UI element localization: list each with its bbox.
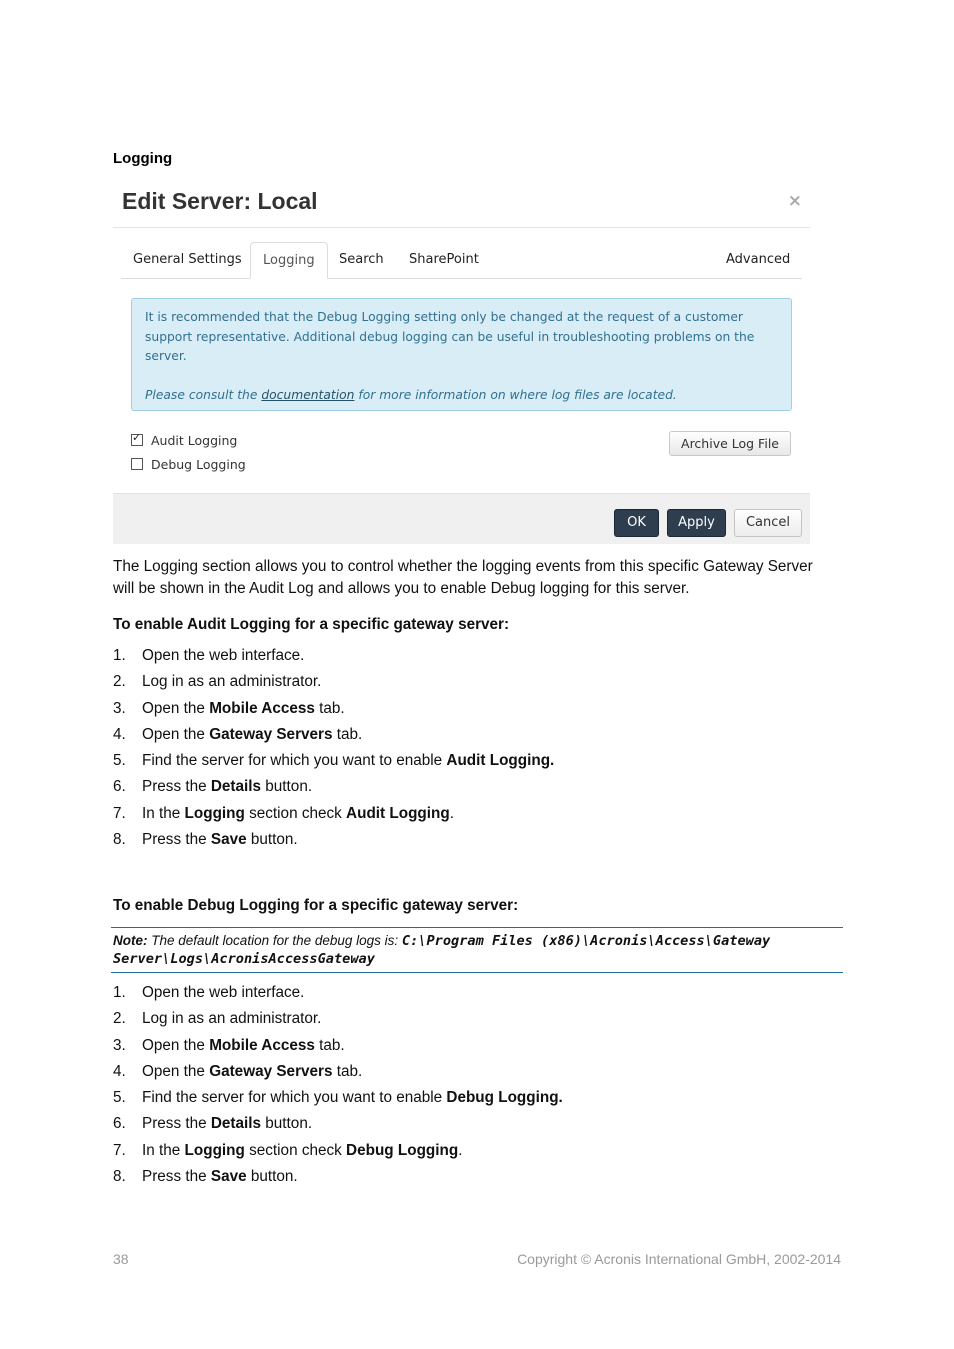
step-emphasis: Details bbox=[210, 1115, 262, 1133]
step-emphasis: Gateway Servers bbox=[209, 1062, 333, 1080]
tab-sharepoint[interactable]: SharePoint bbox=[409, 252, 479, 267]
step-emphasis: Gateway Servers bbox=[209, 725, 333, 743]
note-box bbox=[111, 927, 843, 973]
list-item bbox=[113, 748, 554, 774]
tab-search[interactable]: Search bbox=[339, 252, 384, 267]
tab-logging[interactable]: Logging bbox=[250, 242, 328, 279]
step-number: 8. bbox=[113, 1168, 126, 1186]
dialog-title: Edit Server: Local bbox=[122, 188, 318, 214]
step-number: 3. bbox=[113, 1036, 126, 1054]
step-text: Open the bbox=[142, 1036, 210, 1054]
checkmark-icon: ✓ bbox=[132, 431, 142, 444]
dialog-tabs bbox=[121, 242, 802, 279]
apply-button[interactable]: Apply bbox=[667, 509, 726, 537]
debug-logging-row bbox=[131, 455, 246, 473]
step-text: tab. bbox=[314, 699, 345, 717]
edit-server-dialog-screenshot bbox=[113, 180, 810, 543]
step-emphasis: Save bbox=[210, 1168, 247, 1186]
step-text: Press the bbox=[142, 778, 211, 796]
list-item bbox=[113, 1085, 563, 1111]
step-text: button. bbox=[261, 1115, 313, 1133]
step-number: 8. bbox=[113, 831, 126, 849]
audit-steps-list bbox=[113, 643, 554, 853]
list-item bbox=[113, 1006, 563, 1032]
step-text: Find the server for which you want to enable bbox=[142, 752, 447, 770]
step-number: 6. bbox=[113, 778, 126, 796]
list-item bbox=[113, 669, 554, 695]
step-emphasis: Debug Logging. bbox=[446, 1089, 563, 1107]
debug-logging-heading: To enable Debug Logging for a specific gateway server: bbox=[113, 897, 519, 914]
ok-button[interactable]: OK bbox=[614, 509, 659, 537]
cancel-button[interactable]: Cancel bbox=[734, 509, 802, 537]
step-text: button. bbox=[246, 1168, 298, 1186]
page-number: 38 bbox=[113, 1251, 129, 1267]
audit-logging-checkbox[interactable] bbox=[131, 431, 143, 446]
step-number: 2. bbox=[113, 673, 126, 691]
step-emphasis: Audit Logging bbox=[346, 804, 450, 822]
step-text: button. bbox=[261, 778, 313, 796]
archive-log-file-button[interactable]: Archive Log File bbox=[669, 431, 791, 456]
list-item bbox=[113, 643, 554, 669]
step-text: section check bbox=[244, 1141, 347, 1159]
step-text: . bbox=[458, 1141, 463, 1159]
step-text: Open the bbox=[142, 725, 210, 743]
close-icon[interactable]: × bbox=[787, 191, 802, 211]
list-item bbox=[113, 1111, 563, 1137]
step-number: 5. bbox=[113, 752, 126, 770]
intro-paragraph: The Logging section allows you to control whether the logging events from this specific Gateway Server will be shown in the Audit Log and allows you to enable Debug logging for this server. bbox=[113, 558, 813, 597]
audit-logging-heading: To enable Audit Logging for a specific gateway server: bbox=[113, 616, 510, 633]
step-text: tab. bbox=[332, 725, 363, 743]
list-item bbox=[113, 827, 554, 853]
copyright: Copyright © Acronis International GmbH, 2002-2014 bbox=[517, 1251, 841, 1267]
step-text: tab. bbox=[314, 1036, 345, 1054]
step-text: In the bbox=[142, 804, 185, 822]
dialog-header-divider bbox=[113, 227, 810, 228]
step-text: Log in as an administrator. bbox=[142, 1010, 322, 1028]
step-number: 3. bbox=[113, 699, 126, 717]
debug-logging-checkbox[interactable] bbox=[131, 458, 143, 470]
step-text: Press the bbox=[142, 1168, 211, 1186]
step-text: Open the bbox=[142, 699, 210, 717]
alert-note: Please consult the documentation for more information on where log files are located. bbox=[145, 387, 677, 402]
alert-text: It is recommended that the Debug Logging setting only be changed at the request of a customer support representative. Additional debug logging can be useful in troubleshooting problems on the server. bbox=[145, 310, 755, 363]
log-path: C:\Program Files (x86)\Acronis\Access\Gateway Server\Logs\AcronisAccessGateway bbox=[113, 933, 771, 967]
step-number: 1. bbox=[113, 647, 126, 664]
step-number: 1. bbox=[113, 984, 126, 1001]
list-item bbox=[113, 696, 554, 722]
list-item bbox=[113, 1033, 563, 1059]
step-number: 2. bbox=[113, 1010, 126, 1028]
list-item bbox=[113, 1059, 563, 1085]
step-text: Open the bbox=[142, 1062, 210, 1080]
list-item bbox=[113, 980, 563, 1006]
step-text: In the bbox=[142, 1141, 185, 1159]
step-number: 4. bbox=[113, 725, 126, 743]
list-item bbox=[113, 1164, 563, 1190]
step-text: . bbox=[449, 804, 454, 822]
step-emphasis: Details bbox=[210, 778, 262, 796]
list-item bbox=[113, 774, 554, 800]
list-item bbox=[113, 1138, 563, 1164]
tab-advanced[interactable]: Advanced bbox=[726, 252, 791, 267]
step-emphasis: Logging bbox=[184, 804, 245, 822]
step-text: tab. bbox=[332, 1062, 363, 1080]
step-text: Press the bbox=[142, 1115, 211, 1133]
list-item bbox=[113, 722, 554, 748]
info-alert bbox=[131, 298, 792, 411]
step-number: 5. bbox=[113, 1089, 126, 1107]
section-heading: Logging bbox=[113, 150, 173, 167]
step-text: Press the bbox=[142, 831, 211, 849]
debug-steps-list bbox=[113, 980, 563, 1190]
step-emphasis: Audit Logging. bbox=[446, 752, 555, 770]
audit-logging-row bbox=[131, 431, 237, 449]
tab-general-settings[interactable]: General Settings bbox=[133, 252, 242, 267]
step-text: Open the web interface. bbox=[142, 647, 305, 664]
step-text: section check bbox=[244, 804, 347, 822]
dialog-footer bbox=[113, 493, 810, 544]
step-text: Log in as an administrator. bbox=[142, 673, 322, 691]
step-emphasis: Logging bbox=[184, 1141, 245, 1159]
note-text: The default location for the debug logs is: bbox=[147, 933, 402, 948]
documentation-link[interactable]: documentation bbox=[261, 387, 355, 402]
step-number: 4. bbox=[113, 1062, 126, 1080]
step-number: 7. bbox=[113, 1141, 126, 1159]
step-text: button. bbox=[246, 831, 298, 849]
step-text: Find the server for which you want to enable bbox=[142, 1089, 447, 1107]
step-emphasis: Debug Logging bbox=[346, 1141, 459, 1159]
note-label: Note: bbox=[113, 933, 148, 948]
step-number: 6. bbox=[113, 1115, 126, 1133]
debug-logging-label: Debug Logging bbox=[151, 456, 246, 472]
step-emphasis: Save bbox=[210, 831, 247, 849]
step-emphasis: Mobile Access bbox=[209, 1036, 315, 1054]
step-text: Open the web interface. bbox=[142, 984, 305, 1001]
audit-logging-label: Audit Logging bbox=[151, 432, 238, 448]
list-item bbox=[113, 801, 554, 827]
step-number: 7. bbox=[113, 804, 126, 822]
step-emphasis: Mobile Access bbox=[209, 699, 315, 717]
